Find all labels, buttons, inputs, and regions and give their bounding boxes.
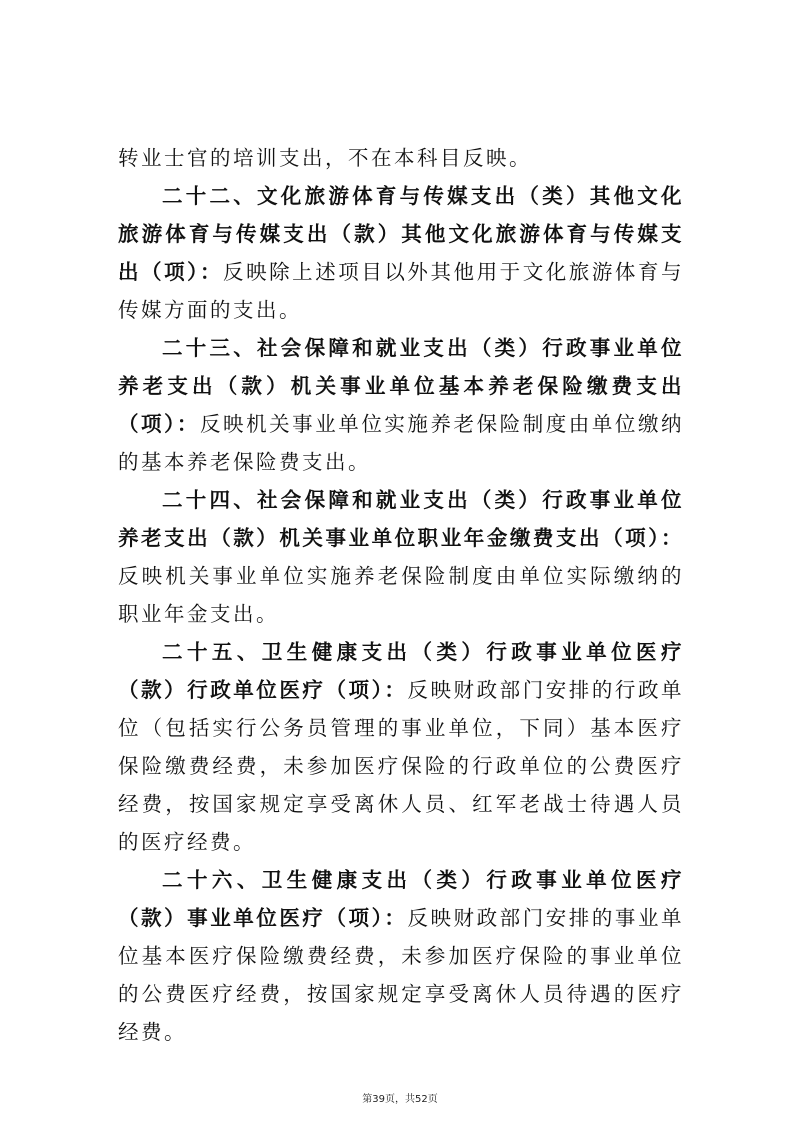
paragraph-item-24 [118,481,684,633]
item-heading: 二十二、文化旅游体育与传媒支出（类）其他文化旅游体育与传媒支出（款）其他文化旅游体育与传媒支出（项）： [118,184,684,284]
page-footer [0,1090,800,1105]
paragraph-text: 转业士官的培训支出，不在本科目反映。 [118,146,532,170]
paragraph-continuation [118,139,684,177]
item-text: 反映机关事业单位实施养老保险制度由单位实际缴纳的职业年金支出。 [118,564,684,626]
item-heading: 二十三、社会保障和就业支出（类）行政事业单位养老支出（款）机关事业单位基本养老保险缴费支出（项）： [118,336,684,436]
paragraph-item-23 [118,329,684,481]
paragraph-item-25 [118,633,684,861]
item-heading: 二十六、卫生健康支出（类）行政事业单位医疗（款）事业单位医疗（项）： [118,868,684,930]
item-text: 反映财政部门安排的事业单位基本医疗保险缴费经费，未参加医疗保险的事业单位的公费医疗经费，按国家规定享受离休人员待遇的医疗经费。 [118,906,685,1044]
item-heading: 二十四、社会保障和就业支出（类）行政事业单位养老支出（款）机关事业单位职业年金缴费支出（项）： [118,488,684,550]
paragraph-item-26 [118,861,684,1051]
item-text: 反映机关事业单位实施养老保险制度由单位缴纳的基本养老保险费支出。 [118,412,685,474]
item-text: 反映财政部门安排的行政单位（包括实行公务员管理的事业单位，下同）基本医疗保险缴费经费，未参加医疗保险的行政单位的公费医疗经费，按国家规定享受离休人员、红军老战士待遇人员的医疗经费。 [118,678,685,854]
page-number: 第39页，共52页 [362,1094,438,1105]
item-text: 反映除上述项目以外其他用于文化旅游体育与传媒方面的支出。 [118,260,685,322]
item-heading: 二十五、卫生健康支出（类）行政事业单位医疗（款）行政单位医疗（项）： [118,640,684,702]
paragraph-item-22 [118,177,684,329]
document-body [118,139,684,1051]
